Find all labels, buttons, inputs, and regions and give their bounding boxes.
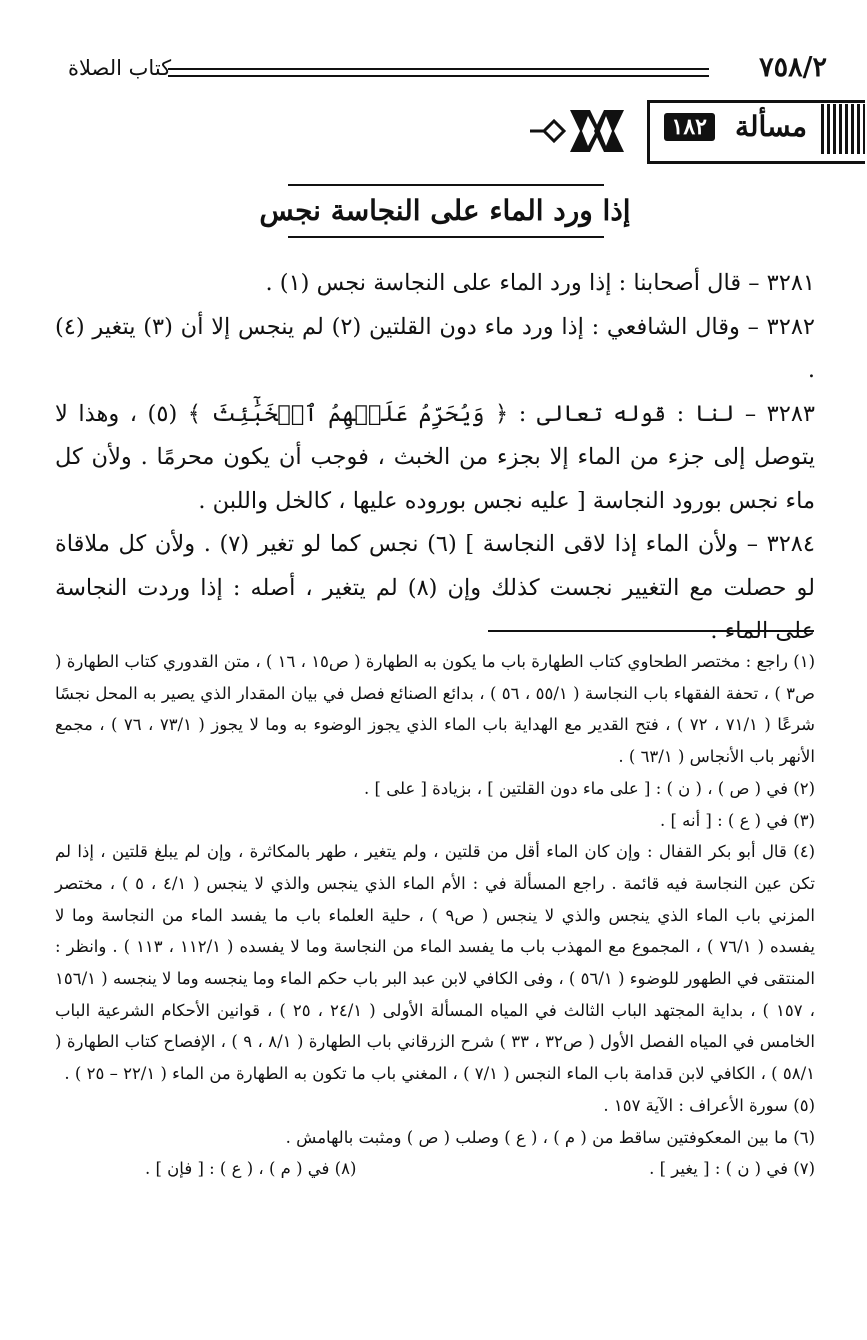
issue-label: مسألة xyxy=(734,110,807,143)
title-top-rule xyxy=(288,184,604,186)
main-text xyxy=(55,262,815,654)
footnote-row-7-8 xyxy=(55,1153,815,1185)
issue-title: إذا ورد الماء على النجاسة نجس xyxy=(259,194,631,227)
footnote-separator xyxy=(488,630,814,632)
footnote-1: (١) راجع : مختصر الطحاوي كتاب الطهارة باب ما يكون به الطهارة ( ص١٥ ، ١٦ ) ، متن القدوري كتاب الطهارة ( ص٣ ) ، تحفة الفقهاء باب النجاسة ( ٥٥/١ ، ٥٦ ) ، بدائع الصنائع فصل في بيان المقدار الذي يصير به المحل نجسًا شرعًا ( ٧١/١ ، ٧٢ ) ، فتح القدير مع الهداية باب الماء الذي يجوز الوضوء به وما لا يجوز ( ٧٣/١ ، ٧٦ ) ، مجمع الأنهر باب الأنجاس ( ٦٣/١ ) . xyxy=(55,652,815,767)
footnote-8: (٨) في ( م ) ، ( ع ) : [ فإن ] . xyxy=(145,1159,357,1179)
footnote-5: (٥) سورة الأعراف : الآية ١٥٧ . xyxy=(603,1095,815,1115)
issue-number: ١٨٢ xyxy=(664,113,715,141)
running-header xyxy=(68,50,827,90)
paragraph-3281: ٣٢٨١ – قال أصحابنا : إذا ورد الماء على النجاسة نجس (١) . xyxy=(265,270,815,296)
footnote-6: (٦) ما بين المعكوفتين ساقط من ( م ) ، ( ع ) وصلب ( ص ) ومثبت بالهامش . xyxy=(285,1127,815,1147)
footnote-7: (٧) في ( ن ) : [ يغير ] . xyxy=(649,1159,815,1179)
footnote-4: (٤) قال أبو بكر القفال : وإن كان الماء أقل من قلتين ، ولم يتغير ، طهر بالمكاثرة ، وإن لم يبلغ قلتين ، إذا لم تكن عين النجاسة فيه قائمة . راجع المسألة في : الأم الماء الذي ينجس والذي لا ينجس ( ٤/١ ، ٥ ) ، مختصر المزني باب الماء الذي ينجس والذي لا ينجس ( ص٩ ) ، حلية العلماء باب ما يفسد الماء من النجاسة وما لا يفسده ( ٧٦/١ ) ، المجموع مع المهذب باب ما يفسد الماء من النجاسة وما لا يفسده ( ١١٢/١ ، ١١٣ ) . وانظر : المنتقى في الطهور للوضوء ( ٥٦/١ ) ، وفى الكافي لابن عبد البر باب حكم الماء وما ينجسه وما لا ينجسه ( ١٥٦/١ ، ١٥٧ ) ، بداية المجتهد الباب الثالث في المياه المسألة الأولى ( ٢٤/١ ، ٢٥ ) ، قوانين الأحكام الشرعية الباب الخامس في المياه الفصل الأول ( ص٣٢ ، ٣٣ ) شرح الزرقاني باب الطهارة ( ٨/١ ، ٩ ) ، الإفصاح كتاب الطهارة ( ٥٨/١ ) ، الكافي لابن قدامة باب الماء النجس ( ٧/١ ) ، المغني باب ما تكون به الطهارة من الماء ( ٢٢/١ – ٢٥ ) . xyxy=(55,842,815,1084)
paragraph-3283: ٣٢٨٣ – لنا : قوله تعالى : ﴿ وَيُحَرِّمُ عَلَيۡهِمُ ٱلۡخَبَٰٓئِثَ ﴾ (٥) ، وهذا لا يتوصل إلى جزء من الماء إلا بجزء من الخبث ، فوجب أن يكون محرمًا . ولأن كل ماء نجس بورود النجاسة [ عليه نجس بوروده عليها ، كالخل واللبن . xyxy=(55,400,815,514)
book-title: كتاب الصلاة xyxy=(68,56,172,80)
paragraph-3284: ٣٢٨٤ – ولأن الماء إذا لاقى النجاسة ] (٦) نجس كما لو تغير (٧) . ولأن كل ملاقاة لو حصلت مع التغيير نجست كذلك وإن (٨) لم يتغير ، أصله : إذا وردت النجاسة على الماء . xyxy=(55,531,815,644)
issue-banner xyxy=(530,100,865,162)
footnotes xyxy=(55,646,815,1185)
banner-stripes xyxy=(821,104,865,154)
paragraph-3282: ٣٢٨٢ – وقال الشافعي : إذا ورد ماء دون القلتين (٢) لم ينجس إلا أن (٣) يتغير (٤) . xyxy=(55,313,815,383)
footnote-2: (٢) في ( ص ) ، ( ن ) : [ على ماء دون القلتين ] ، بزيادة [ على ] . xyxy=(364,778,815,798)
footnote-3: (٣) في ( ع ) : [ أنه ] . xyxy=(659,810,815,830)
header-double-rule xyxy=(168,68,709,77)
title-underline xyxy=(288,236,604,238)
page-number: ٧٥٨/٢ xyxy=(759,52,827,83)
ornament-icon xyxy=(530,100,650,162)
